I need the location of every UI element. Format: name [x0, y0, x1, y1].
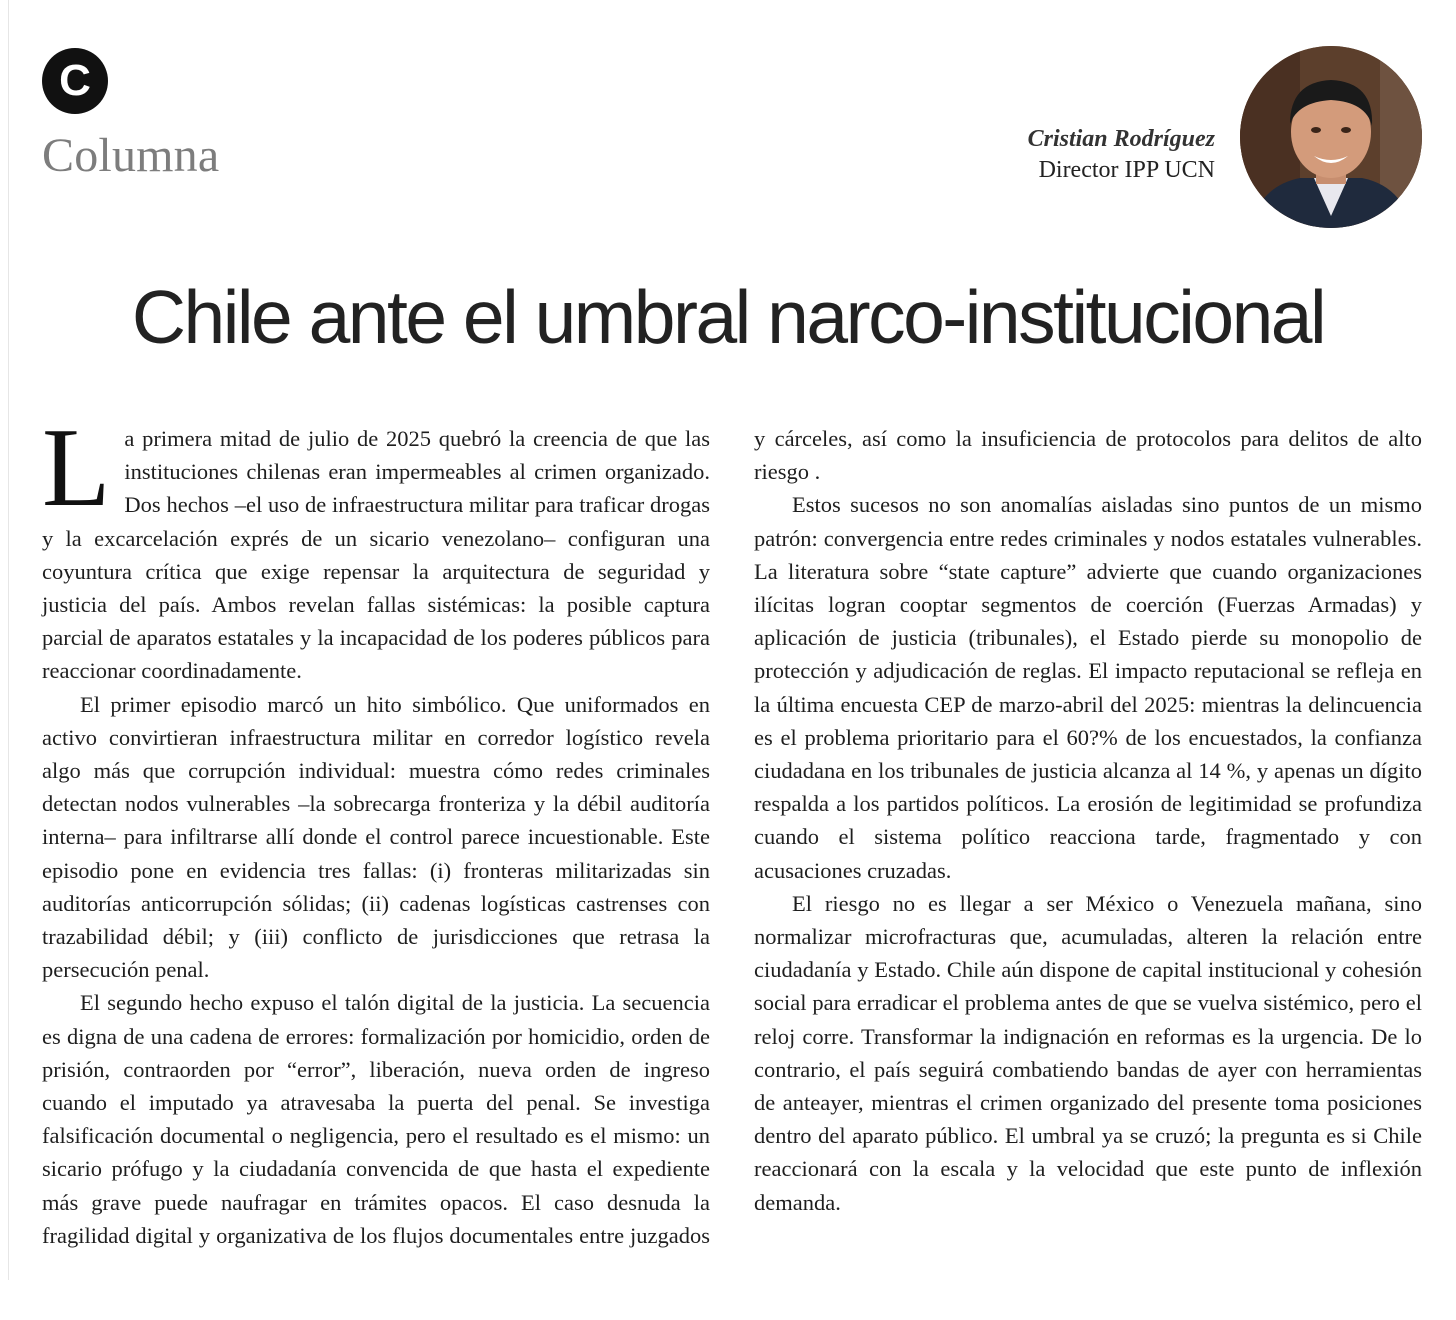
article-paragraph-3: El segundo hecho expuso el talón digital de la justicia. La secuencia es digna de una cadena de errores: formalización por homicidio, orden de prisión, contraorden por “error”, liberación, nueva orden de ingreso cuando el imputado ya atravesaba la puerta del penal. Se investiga falsificación documental o negligencia, pero el resultado es el mismo: un sicario prófugo y la ciudadanía convencida de que hasta el expediente más grave puede naufragar en trámites opacos. El caso desnuda la fragilidad digital y organizativa de los flujos documentales entre juzgados y cárceles, así como la insuficiencia de protocolos para delitos de alto riesgo . — [42, 426, 1422, 1248]
article-paragraph-1-text: a primera mitad de julio de 2025 quebró la creencia de que las instituciones chilenas eran impermeables al crimen organizado. Dos hechos –el uso de infraestructura militar para traficar drogas y la excarcelación exprés de un sicario venezolano– configuran una coyuntura crítica que exige repensar la arquitectura de seguridad y justicia del país. Ambos revelan fallas sistémicas: la posible captura parcial de aparatos estatales y la incapacidad de los poderes públicos para reaccionar coordinadamente. — [42, 426, 710, 684]
byline — [1028, 124, 1215, 186]
author-portrait-graphic — [1240, 46, 1422, 228]
article-paragraph-5: El riesgo no es llegar a ser México o Venezuela mañana, sino normalizar microfracturas que, acumuladas, alteren la relación entre ciudadanía y Estado. Chile aún dispone de capital institucional y cohesión social para erradicar el problema antes de que se vuelva sistémico, pero el reloj corre. Transformar la indignación en reformas es la urgencia. De lo contrario, el país seguirá combatiendo bandas de ayer con herramientas de anteayer, mientras el crimen organizado del presente toma posiciones dentro del aparato público. El umbral ya se cruzó; la pregunta es si Chile reaccionará con la escala y la velocidad que este punto de inflexión demanda. — [754, 890, 1422, 1215]
article-paragraph-1 — [42, 406, 710, 688]
author-role: Director IPP UCN — [1038, 157, 1215, 183]
section-label: Columna — [42, 129, 220, 182]
author-name: Cristian Rodríguez — [1027, 126, 1215, 152]
article-paragraph-4: Estos sucesos no son anomalías aisladas sino puntos de un mismo patrón: convergencia entre redes criminales y nodos estatales vulnerables. La literatura sobre “state capture” advierte que cuando organizaciones ilícitas logran cooptar segmentos de coerción (Fuerzas Armadas) y aplicación de justicia (tribunales), el Estado pierde su monopolio de protección y adjudicación de reglas. El impacto reputacional se refleja en la última encuesta CEP de marzo-abril del 2025: mientras la delincuencia es el problema prioritario para el 60?% de los encuestados, la confianza ciudadana en los tribunales de justicia alcanza al 14 %, y apenas un dígito respalda a los partidos políticos. La erosión de legitimidad se profundiza cuando el sistema político reacciona tarde, fragmentado y con acusaciones cruzadas. — [754, 492, 1422, 883]
article-paragraph-2: El primer episodio marcó un hito simbólico. Que uniformados en activo convirtieran infraestructura militar en corredor logístico revela algo más que corrupción individual: muestra cómo redes criminales detectan nodos vulnerables –la sobrecarga fronteriza y la débil auditoría interna– para infiltrarse allí donde el control parece incuestionable. Este episodio pone en evidencia tres fallas: (i) fronteras militarizadas sin auditorías anticorrupción sólidas; (ii) cadenas logísticas castrenses con trazabilidad débil; y (iii) conflicto de jurisdicciones que retrasa la persecución penal. — [42, 691, 710, 983]
drop-cap: L — [42, 406, 111, 530]
page-left-rule — [8, 0, 9, 1280]
article-headline: Chile ante el umbral narco-institucional — [131, 275, 1325, 359]
section-badge-letter: C — [59, 56, 91, 105]
article-body — [42, 406, 1422, 1290]
author-portrait-icon — [1240, 46, 1422, 228]
section-badge — [42, 48, 108, 114]
